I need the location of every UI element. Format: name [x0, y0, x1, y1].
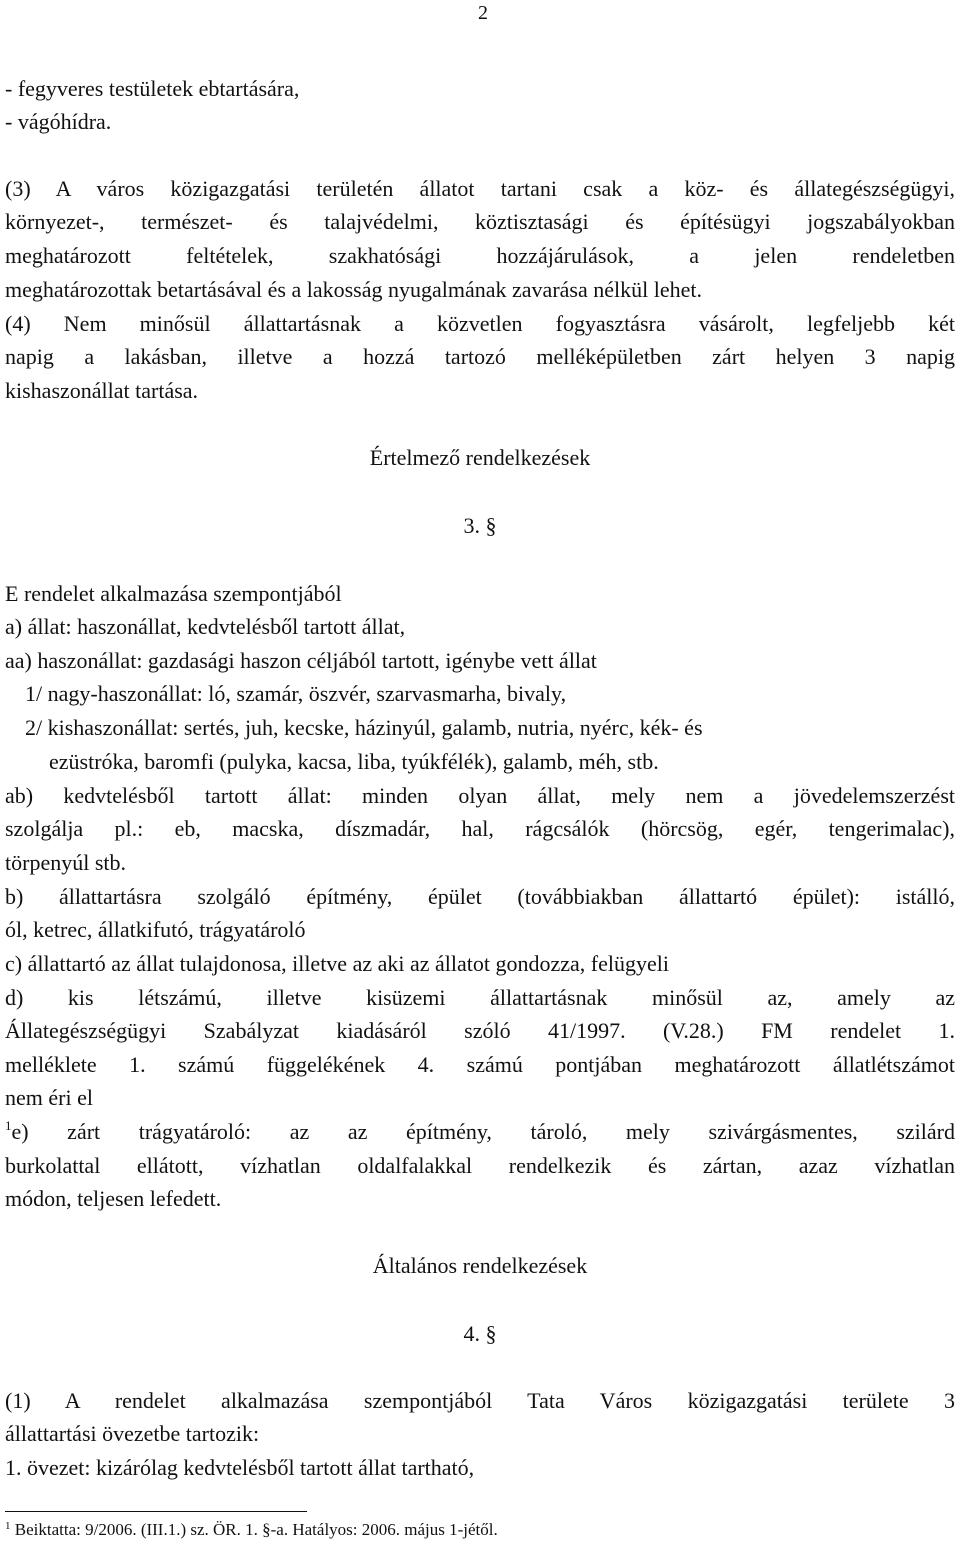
footnote-text: Beiktatta: 9/2006. (III.1.) sz. ÖR. 1. §-a. Hatályos: 2006. május 1-jétől. [10, 1520, 498, 1539]
definition-ab: törpenyúl stb. [5, 850, 126, 875]
paragraph-3-line: meghatározott feltételek, szakhatósági hozzájárulások, a jelen rendeletben [5, 243, 955, 268]
definition-aa-2: ezüstróka, baromfi (pulyka, kacsa, liba, tyúkfélék), galamb, méh, stb. [49, 749, 659, 774]
general-paragraph-1: állattartási övezetbe tartozik: [5, 1421, 260, 1446]
paragraph-4-line: napig a lakásban, illetve a hozzá tartozó melléképületben zárt helyen 3 napig [5, 344, 955, 369]
general-paragraph-1: (1) A rendelet alkalmazása szempontjából Tata Város közigazgatási területe 3 [5, 1388, 955, 1413]
definition-e: módon, teljesen lefedett. [5, 1186, 222, 1211]
paragraph-3-line: környezet-, természet- és talajvédelmi, köztisztasági és építésügyi jogszabályokban [5, 209, 955, 234]
definition-d: nem éri el [5, 1085, 93, 1110]
definition-e: burkolattal ellátott, vízhatlan oldalfalakkal rendelkezik és zártan, azaz vízhatlan [5, 1153, 955, 1178]
list-end-item: - fegyveres testületek ebtartására, [5, 76, 300, 101]
paragraph-3-line: (3) A város közigazgatási területén állatot tartani csak a köz- és állategészségügyi, [5, 176, 955, 201]
paragraph-3-line: meghatározottak betartásával és a lakosság nyugalmának zavarása nélkül lehet. [5, 277, 702, 302]
section-number: 4. § [463, 1321, 497, 1346]
section-title: Értelmező rendelkezések [369, 445, 591, 470]
definition-a: a) állat: haszonállat, kedvtelésből tartott állat, [5, 614, 406, 639]
page-number: 2 [478, 2, 488, 24]
definition-e [5, 1115, 955, 1148]
paragraph-4-line: kishaszonállat tartása. [5, 378, 199, 403]
definition-ab: ab) kedvtelésből tartott állat: minden olyan állat, mely nem a jövedelemszerzést [5, 783, 955, 808]
footnote [5, 1519, 498, 1541]
definition-c: c) állattartó az állat tulajdonosa, illetve az aki az állatot gondozza, felügyeli [5, 951, 669, 976]
list-end-item: - vágóhídra. [5, 109, 112, 134]
definition-aa-1: 1/ nagy-haszonállat: ló, szamár, öszvér, szarvasmarha, bivaly, [25, 681, 567, 706]
definition-ab: szolgálja pl.: eb, macska, díszmadár, hal, rágcsálók (hörcsög, egér, tengerimalac), [5, 816, 955, 841]
definition-b: ól, ketrec, állatkifutó, trágyatároló [5, 917, 306, 942]
footnote-ref[interactable]: 1 [5, 1118, 12, 1133]
footnote-divider [5, 1511, 307, 1512]
definition-e-text: e) zárt trágyatároló: az az építmény, tároló, mely szivárgásmentes, szilárd [11, 1119, 955, 1144]
paragraph-4-line: (4) Nem minősül állattartásnak a közvetlen fogyasztásra vásárolt, legfeljebb két [5, 311, 955, 336]
definition-aa: aa) haszonállat: gazdasági haszon céljából tartott, igénybe vett állat [5, 648, 597, 673]
section-number: 3. § [463, 513, 497, 538]
definition-d: d) kis létszámú, illetve kisüzemi állattartásnak minősül az, amely az [5, 985, 955, 1010]
definition-d: Állategészségügyi Szabályzat kiadásáról szóló 41/1997. (V.28.) FM rendelet 1. [5, 1018, 955, 1043]
footnote-marker: 1 [5, 1520, 11, 1532]
definition-aa-2: 2/ kishaszonállat: sertés, juh, kecske, házinyúl, galamb, nutria, nyérc, kék- és [25, 715, 703, 740]
definition-d: melléklete 1. számú függelékének 4. számú pontjában meghatározott állatlétszámot [5, 1052, 955, 1077]
section-title: Általános rendelkezések [372, 1253, 588, 1278]
definition-b: b) állattartásra szolgáló építmény, épület (továbbiakban állattartó épület): istálló, [5, 884, 955, 909]
definitions-intro: E rendelet alkalmazása szempontjából [5, 581, 342, 606]
zone-1-item: 1. övezet: kizárólag kedvtelésből tartott állat tartható, [5, 1455, 475, 1480]
